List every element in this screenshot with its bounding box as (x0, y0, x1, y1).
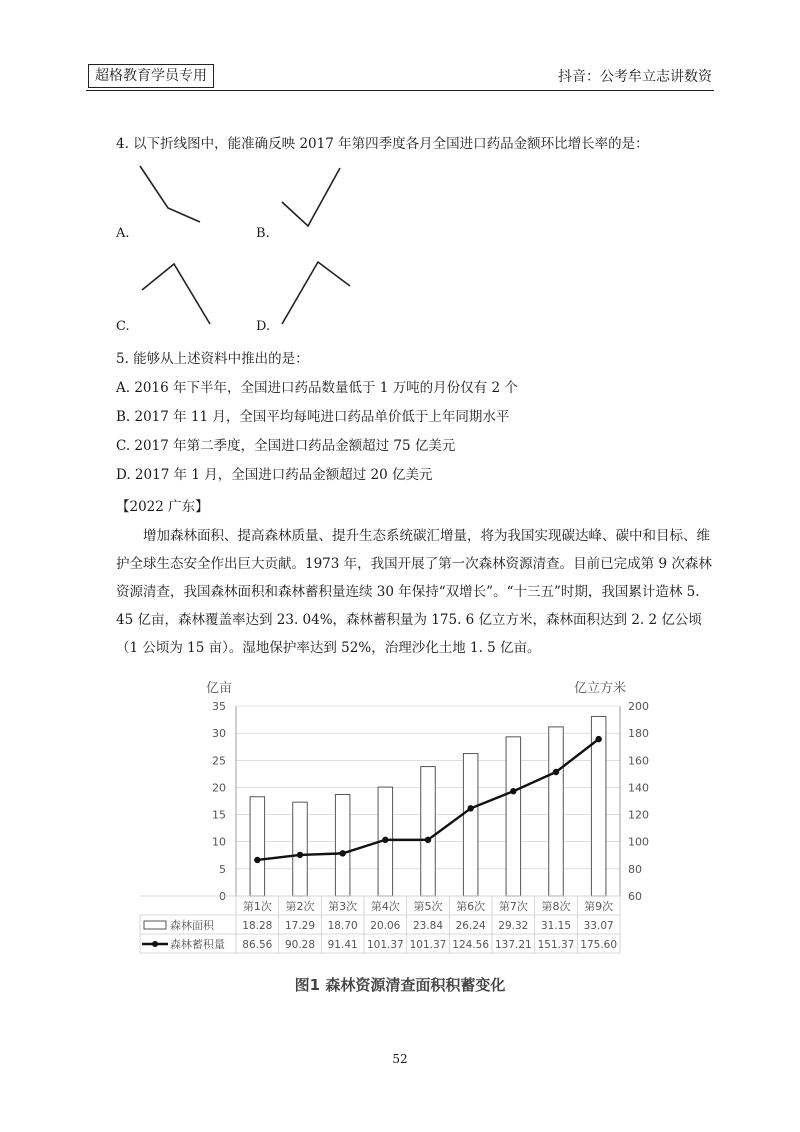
option-b-label: B. (256, 226, 270, 241)
bar-value-label: 17.29 (284, 920, 316, 932)
category-label: 第6次 (456, 900, 486, 913)
left-tick-label: 5 (219, 862, 226, 876)
bar-value-label: 23.84 (412, 920, 444, 932)
header-left-tag: 超格教育学员专用 (88, 64, 214, 88)
bar-forest-area (463, 754, 478, 896)
point-forest-stock (425, 837, 431, 843)
option-d-line-chart (280, 260, 356, 328)
option-c-label: C. (116, 319, 130, 334)
left-tick-label: 0 (219, 890, 226, 903)
bar-value-label: 20.06 (370, 920, 401, 932)
left-tick-label: 15 (212, 808, 226, 822)
point-forest-stock (254, 857, 260, 863)
category-label: 第4次 (370, 900, 400, 913)
q5-option-c: C. 2017 年第二季度，全国进口药品金额超过 75 亿美元 (116, 438, 456, 454)
header-right-text: 抖音：公考牟立志讲数资 (558, 69, 712, 85)
point-forest-stock (467, 805, 473, 811)
bar-value-label: 31.15 (540, 920, 572, 932)
right-tick-label: 100 (628, 835, 649, 849)
option-c-line-chart (140, 262, 214, 328)
point-forest-stock (339, 850, 345, 856)
right-tick-label: 140 (628, 781, 649, 795)
line-value-label: 101.37 (366, 939, 404, 951)
left-tick-label: 10 (212, 835, 226, 849)
page-number: 52 (392, 1052, 408, 1066)
left-axis-label: 亿亩 (206, 681, 233, 696)
section-tag: 【2022 广东】 (116, 499, 209, 515)
forest-chart (170, 672, 649, 964)
bar-forest-area (506, 737, 521, 896)
right-axis-label: 亿立方米 (573, 681, 626, 696)
line-value-label: 175.60 (580, 939, 618, 951)
option-a-label: A. (116, 226, 130, 241)
line-value-label: 86.56 (242, 939, 273, 951)
left-tick-label: 25 (212, 754, 226, 768)
bar-forest-area (549, 727, 564, 896)
right-tick-label: 120 (628, 808, 649, 822)
right-tick-label: 180 (628, 727, 649, 741)
bar-value-label: 18.70 (327, 920, 358, 932)
line-value-label: 137.21 (494, 939, 532, 951)
right-tick-label: 60 (628, 890, 642, 903)
option-a-line-chart (138, 164, 208, 226)
category-label: 第2次 (285, 900, 315, 913)
bar-value-label: 29.32 (498, 920, 529, 932)
point-forest-stock (553, 769, 559, 775)
point-forest-stock (297, 852, 303, 858)
q5-option-a: A. 2016 年下半年，全国进口药品数量低于 1 万吨的月份仅有 2 个 (116, 380, 518, 396)
bar-value-label: 33.07 (583, 920, 614, 932)
header-divider (86, 90, 714, 91)
right-tick-label: 160 (628, 754, 649, 768)
q5-stem: 5. 能够从上述资料中推出的是： (116, 351, 309, 367)
q5-option-d: D. 2017 年 1 月，全国进口药品金额超过 20 亿美元 (116, 467, 433, 483)
legend-bar-label: 森林面积 (170, 919, 214, 932)
category-label: 第9次 (584, 900, 614, 913)
category-label: 第8次 (541, 900, 571, 913)
q4-stem: 4. 以下折线图中，能准确反映 2017 年第四季度各月全国进口药品金额环比增长率的是： (116, 136, 649, 152)
right-tick-label: 80 (628, 862, 642, 876)
section-paragraph: 增加森林面积、提高森林质量、提升生态系统碳汇增量，将为我国实现碳达峰、碳中和目标、维护全球生态安全作出巨大贡献。1973 年，我国开展了第一次森林资源清查。目前已完成第 9 次森林资源清查，我国森林面积和森林蓄积量连续 30 年保持“双增长”。“十三五”时期，我国累计造林 5. 45 亿亩，森林覆盖率达到 23. 04%，森林蓄积量为 175. 6 亿立方米，森林面积达到 2. 2 亿公顷（1 公顷为 15 亩）。湿地保护率达到 52%，治理沙化土地 1. 5 亿亩。 (116, 528, 712, 656)
left-tick-label: 20 (212, 781, 226, 795)
bar-forest-area (335, 794, 350, 896)
line-value-label: 90.28 (284, 939, 316, 951)
category-label: 第3次 (328, 900, 358, 913)
left-tick-label: 30 (212, 727, 226, 741)
category-label: 第1次 (242, 900, 272, 913)
point-forest-stock (510, 788, 516, 794)
point-forest-stock (382, 837, 388, 843)
option-b-line-chart (280, 166, 346, 230)
chart-title: 图1 森林资源清查面积积蓄变化 (294, 976, 506, 994)
legend-line-label: 森林蓄积量 (170, 938, 225, 951)
line-value-label: 101.37 (409, 939, 447, 951)
bar-forest-area (421, 767, 436, 896)
legend-line-marker (152, 941, 158, 947)
category-label: 第5次 (413, 900, 443, 913)
bar-value-label: 18.28 (242, 920, 273, 932)
option-d-label: D. (256, 319, 271, 334)
q5-option-b: B. 2017 年 11 月，全国平均每吨进口药品单价低于上年同期水平 (116, 409, 510, 425)
left-tick-label: 35 (212, 700, 226, 713)
bar-forest-area (293, 802, 308, 896)
point-forest-stock (595, 736, 601, 742)
category-label: 第7次 (498, 900, 528, 913)
legend-bar-swatch (144, 921, 166, 929)
bar-value-label: 26.24 (455, 920, 486, 932)
line-value-label: 151.37 (537, 939, 575, 951)
right-tick-label: 200 (628, 700, 649, 713)
line-value-label: 91.41 (327, 939, 358, 951)
bar-forest-area (250, 797, 265, 896)
line-value-label: 124.56 (452, 939, 490, 951)
